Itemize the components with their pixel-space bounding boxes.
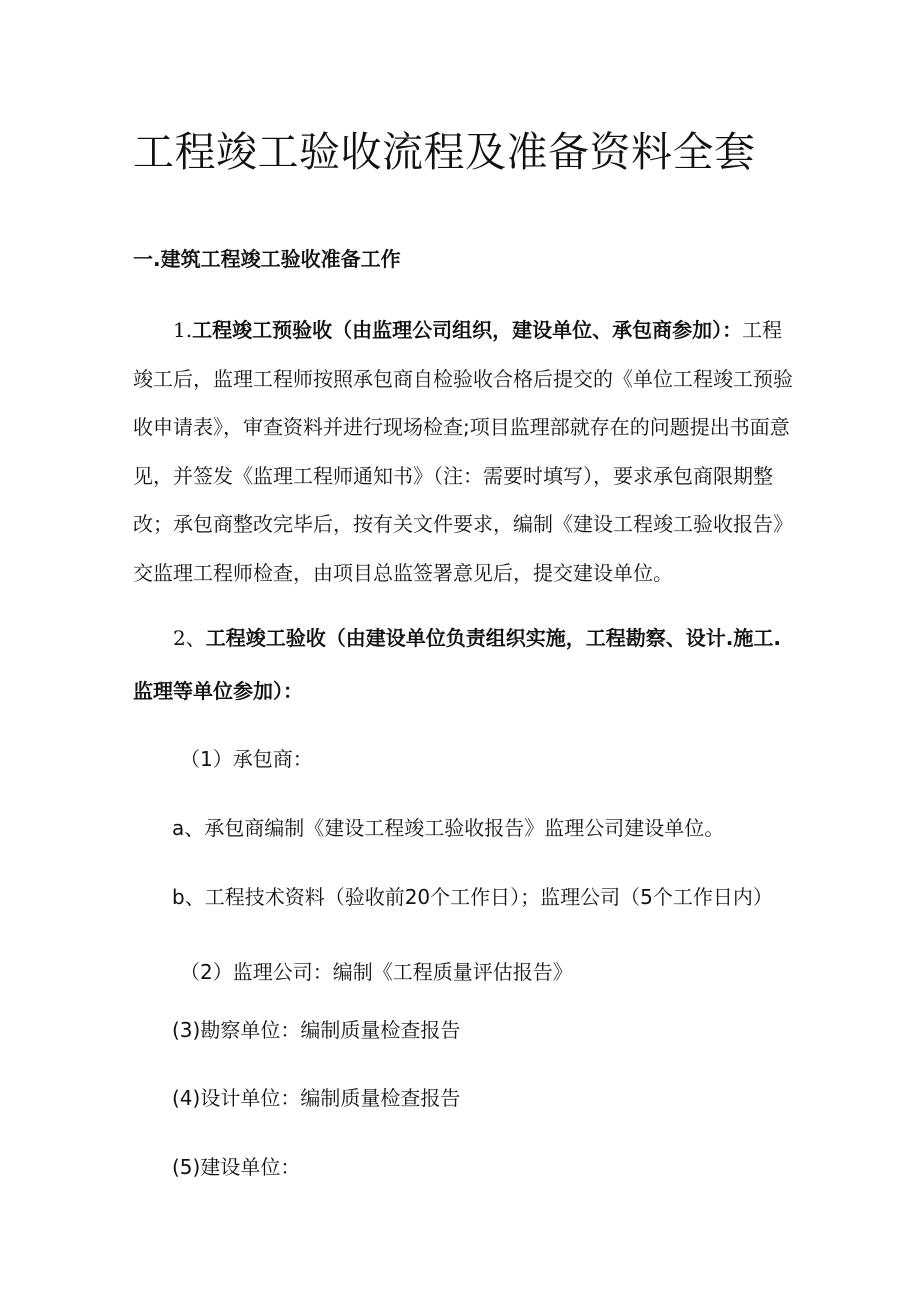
sub-item-contractor: （1）承包商： bbox=[180, 747, 313, 771]
sub-item-supervision: （2）监理公司：编制《工程质量评估报告》 bbox=[180, 960, 573, 984]
item-2-lead: 工程竣工验收（由建设单位负责组织实施，工程勘察、设计.施工.监理等单位参加）： bbox=[133, 626, 781, 703]
sub-item-owner: (5)建设单位： bbox=[172, 1155, 301, 1179]
item-2-paragraph bbox=[133, 612, 793, 718]
item-1-number: 1. bbox=[173, 318, 193, 342]
sub-item-survey: (3)勘察单位：编制质量检查报告 bbox=[172, 1018, 461, 1042]
item-2-number: 2、 bbox=[173, 626, 206, 650]
document-title: 工程竣工验收流程及准备资料全套 bbox=[133, 128, 756, 176]
item-1-body: 工程竣工后，监理工程师按照承包商自检验收合格后提交的《单位工程竣工预验收申请表》，审查资料并进行现场检查;项目监理部就存在的问题提出书面意见，并签发《监理工程师通知书》（注：需要时填写），要求承包商限期整改；承包商整改完毕后，按有关文件要求，编制《建设工程竣工验收报告》交监理工程师检查，由项目总监签署意见后，提交建设单位。 bbox=[133, 318, 793, 585]
sub-item-b: b、工程技术资料（验收前20个工作日）；监理公司（5个工作日内） bbox=[172, 885, 773, 909]
sub-item-design: (4)设计单位：编制质量检查报告 bbox=[172, 1086, 461, 1110]
sub-item-a: a、承包商编制《建设工程竣工验收报告》监理公司建设单位。 bbox=[172, 816, 725, 840]
section-heading: 一.建筑工程竣工验收准备工作 bbox=[133, 247, 401, 271]
item-1-paragraph bbox=[133, 306, 793, 597]
item-1-lead: 工程竣工预验收（由监理公司组织，建设单位、承包商参加）： bbox=[192, 318, 743, 342]
